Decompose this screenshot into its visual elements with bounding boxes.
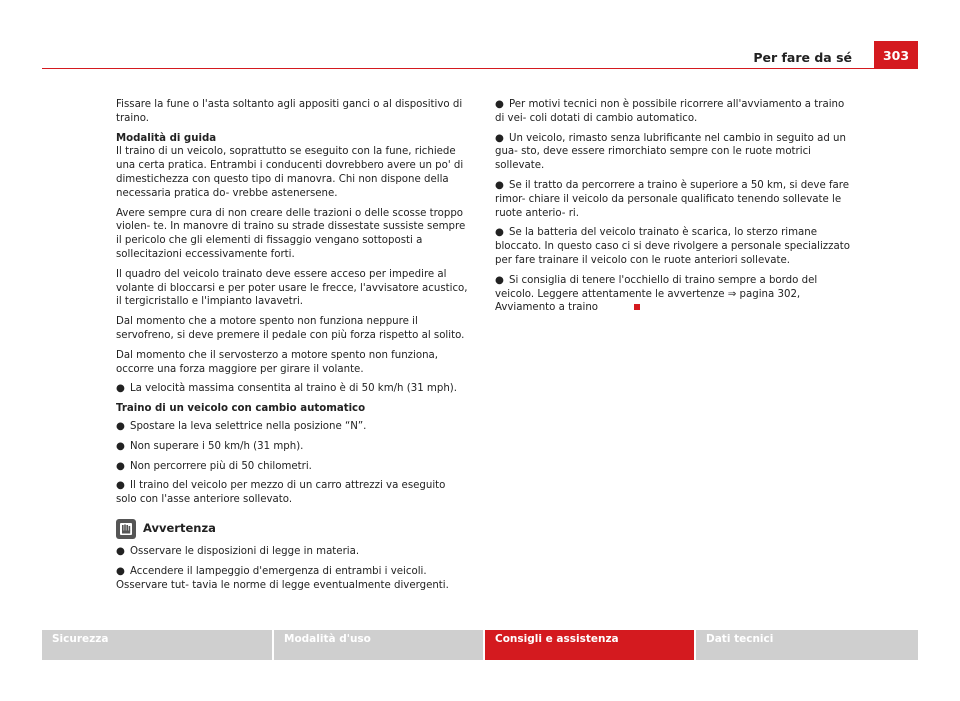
list-item [495, 274, 851, 315]
paragraph: Avere sempre cura di non creare delle trazioni o delle scosse troppo violen- te. In manovre di traino su strade dissestate sussiste sempre il pericolo che gli elementi di fissaggio vengano sottoposti a sollecitazioni eccessivamente forti. [116, 207, 466, 260]
subheading-automatic: Traino di un veicolo con cambio automatico [116, 403, 366, 415]
bullet-dot-icon: ● [495, 99, 504, 110]
info-hand-icon [116, 519, 136, 539]
list-item: ● Non percorrere più di 50 chilometri. [116, 460, 312, 472]
list-item: ● Accendere il lampeggio d'emergenza di entrambi i veicoli. Osservare tut- tavia le norme di legge eventualmente divergenti. [116, 565, 449, 591]
list-item: ● Osservare le disposizioni di legge in materia. [116, 545, 360, 557]
bullet-dot-icon: ● [495, 179, 504, 191]
paragraph: Il traino di un veicolo, soprattutto se eseguito con la fune, richiede una certa pratica. Entrambi i conducenti dovrebbero avere un po' di dimestichezza con questo tipo di manovra. Chi non dispone della necessaria pratica do- vrebbe astenersene. [116, 146, 464, 199]
bullet-dot-icon: ● [116, 440, 125, 452]
paragraph: Fissare la fune o l'asta soltanto agli appositi ganci o al dispositivo di traino. [116, 99, 463, 124]
paragraph: Il quadro del veicolo trainato deve essere acceso per impedire al volante di bloccarsi e per poter usare le frecce, l'avvisatore acustico, il tergicristallo e l'impianto lavavetri. [116, 268, 468, 308]
paragraph: Dal momento che a motore spento non funziona neppure il servofreno, si deve premere il pedale con più forza rispetto al solito. [116, 316, 465, 341]
header-rule [42, 68, 918, 69]
bullet-dot-icon: ● [116, 420, 125, 432]
page-number: 303 [874, 41, 918, 69]
section-title: Per fare da sé [753, 50, 852, 65]
tab-modalita-uso[interactable]: Modalità d'uso [274, 630, 483, 660]
bullet-dot-icon: ● [495, 227, 504, 239]
list-item: ● Un veicolo, rimasto senza lubrificante nel cambio in seguito ad un gua- sto, deve essere rimorchiato sempre con le ruote motrici sollevate. [495, 132, 846, 172]
end-square-icon [634, 304, 640, 310]
bullet-dot-icon: ● [116, 480, 125, 492]
tab-dati-tecnici[interactable]: Dati tecnici [696, 630, 918, 660]
bullet-dot-icon: ● [495, 274, 504, 286]
subheading-driving: Modalità di guida [116, 132, 217, 144]
list-item: ● Non superare i 50 km/h (31 mph). [116, 440, 304, 452]
footer-tabs [42, 630, 918, 660]
tab-sicurezza[interactable]: Sicurezza [42, 630, 272, 660]
warning-heading [116, 519, 468, 539]
bullet-dot-icon: ● [116, 565, 125, 577]
bullet-dot-icon: ● [116, 383, 125, 395]
cross-reference-text: Si consiglia di tenere l'occhiello di traino sempre a bordo del veicolo. Leggere attentamente le avvertenze ⇒ pagina 302, Avviamento a traino [495, 274, 818, 314]
bullet-dot-icon: ● [116, 460, 125, 472]
bullet-dot-icon: ● [495, 132, 504, 144]
list-item: ● La velocità massima consentita al traino è di 50 km/h (31 mph). [116, 383, 457, 395]
list-item: ● Spostare la leva selettrice nella posizione “N”. [116, 420, 367, 432]
paragraph: Dal momento che il servosterzo a motore spento non funziona, occorre una forza maggiore per girare il volante. [116, 349, 439, 375]
list-item: ● Per motivi tecnici non è possibile ricorrere all'avviamento a traino di vei- coli dotati di cambio automatico. [495, 99, 845, 124]
bullet-dot-icon: ● [116, 545, 125, 557]
list-item: ● Se il tratto da percorrere a traino è superiore a 50 km, si deve fare rimor- chiare il veicolo da personale qualificato tenendo sollevate le ruote anterio- ri. [495, 179, 850, 219]
tab-consigli-assistenza[interactable]: Consigli e assistenza [485, 630, 694, 660]
left-column [116, 98, 468, 598]
warning-title: Avvertenza [143, 521, 216, 536]
list-item: ● Il traino del veicolo per mezzo di un carro attrezzi va eseguito solo con l'asse anteriore sollevato. [116, 480, 446, 506]
right-column [495, 98, 851, 321]
list-item: ● Se la batteria del veicolo trainato è scarica, lo sterzo rimane bloccato. In questo caso ci si deve rivolgere a personale specializzato per fare trainare il veicolo con le ruote anteriori sollevate. [495, 227, 850, 266]
